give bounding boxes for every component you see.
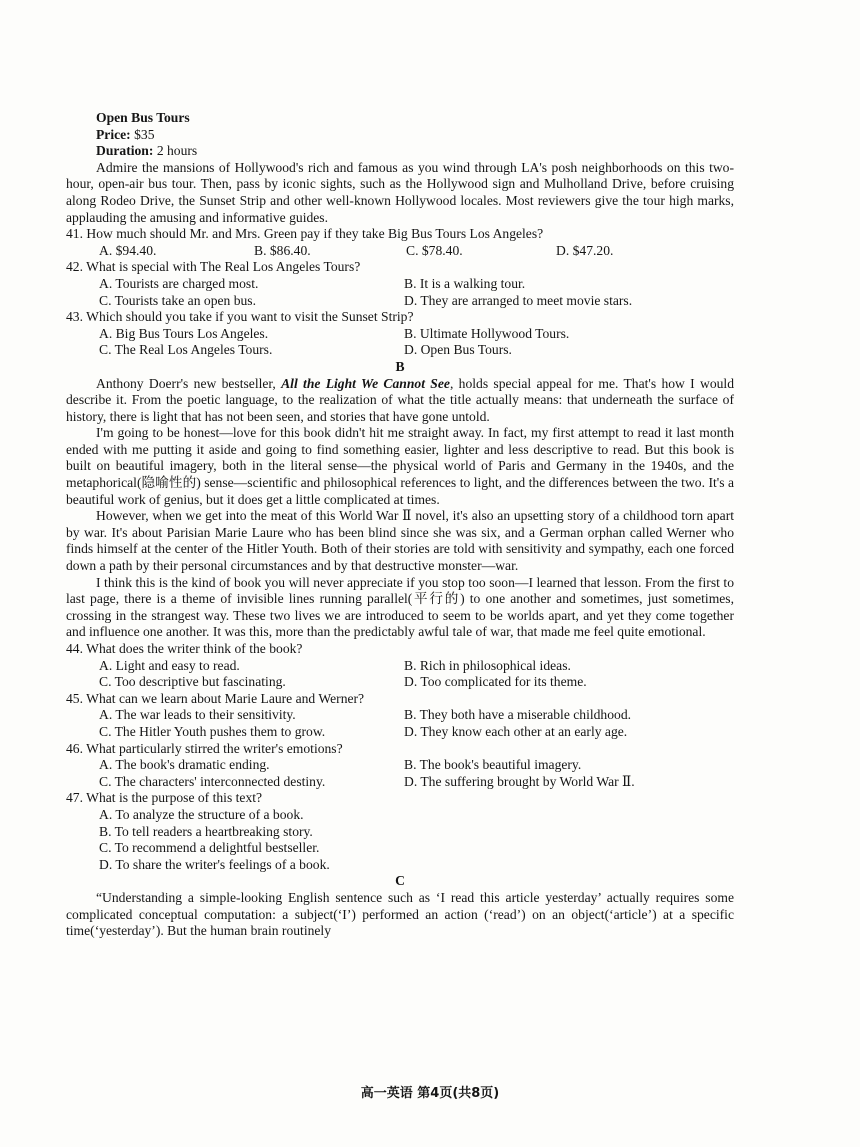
option-a: A. Light and easy to read. — [99, 657, 240, 673]
question-stem: 44. What does the writer think of the book? — [66, 641, 303, 656]
option-c: C. The characters' interconnected destiny. — [99, 773, 326, 789]
option-d: D. They know each other at an early age. — [404, 723, 628, 739]
option-d: D. Open Bus Tours. — [404, 342, 512, 358]
option-c: C. The Real Los Angeles Tours. — [99, 342, 273, 358]
duration-label: Duration: — [96, 143, 154, 159]
passage-b-paragraph-2: I'm going to be honest—love for this book didn't hit me straight away. In fact, my first attempt to read it last month ended with me putting it aside and going to find something easier, lighter and less descriptive to read. But this book is built on beautiful imagery, both in the literal sense—the physical world of Paris and Germany in the 1940s, and the metaphorical(隐喻性的) sense—scientific and philosophical references to light, and the differences between the two. It's a beautiful work of genius, but it does get a little complicated at times. — [66, 425, 734, 507]
option-c: C. The Hitler Youth pushes them to grow. — [99, 723, 326, 739]
option-c: C. $78.40. — [406, 242, 463, 258]
p1-post: , holds special appeal for me. That's how I would describe it. From the poetic language, to the realization of what the title actually means: that underneath the surface of history, there is light that has not been seen, and stories that have gone untold. — [66, 375, 735, 424]
option-a: A. $94.40. — [99, 242, 157, 258]
question-45 — [66, 691, 734, 741]
question-47 — [66, 790, 734, 873]
option-d: D. They are arranged to meet movie stars. — [404, 292, 633, 308]
question-stem: 43. Which should you take if you want to visit the Sunset Strip? — [66, 309, 414, 325]
passage-c-paragraph-1: “Understanding a simple-looking English sentence such as ‘I read this article yesterday’ actually requires some complicated conceptual computation: a subject(‘I’) performed an action (‘read’) on an object(‘article’) at a specific time(‘yesterday’). But the human brain routinely — [66, 889, 734, 939]
section-b-heading: B — [395, 358, 405, 374]
option-b: B. It is a walking tour. — [404, 275, 526, 291]
option-d: D. To share the writer's feelings of a book. — [99, 856, 330, 872]
question-44 — [66, 641, 734, 691]
option-b: B. To tell readers a heartbreaking story. — [99, 823, 313, 839]
question-stem: 46. What particularly stirred the writer's emotions? — [66, 740, 343, 756]
passage-b-paragraph-3: However, when we get into the meat of this World War Ⅱ novel, it's also an upsetting story of a childhood torn apart by war. It's about Parisian Marie Laure who has been blind since she was six, and a German orphan called Werner who finds himself at the center of the Hitler Youth. Both of their stories are told with sensitivity and sympathy, each one forced down a path by their personal circumstances and by that destructive monster—war. — [66, 508, 734, 574]
page-footer: 高一英语 第4页(共8页) — [360, 1086, 500, 1101]
question-43 — [66, 309, 734, 359]
passage-b-paragraph-1 — [66, 376, 734, 426]
p1-pre: Anthony Doerr's new bestseller, — [96, 375, 282, 391]
exam-page — [66, 110, 734, 940]
option-a: A. Tourists are charged most. — [99, 275, 259, 291]
tour-description: Admire the mansions of Hollywood's rich and famous as you wind through LA's posh neighborhoods on this two-hour, open-air bus tour. Then, pass by iconic sights, such as the Hollywood sign and Mulholland Drive, before cruising along Rodeo Drive, the Sunset Strip and other well-known Hollywood locales. Most reviewers give the tour high marks, applauding the amusing and informative guides. — [66, 159, 734, 225]
book-title: All the Light We Cannot See — [281, 375, 450, 391]
option-a: A. Big Bus Tours Los Angeles. — [99, 325, 269, 341]
question-42 — [66, 259, 734, 309]
question-stem: 41. How much should Mr. and Mrs. Green pay if they take Big Bus Tours Los Angeles? — [66, 226, 544, 242]
option-a: A. The book's dramatic ending. — [99, 757, 270, 773]
duration-value: 2 hours — [156, 143, 198, 159]
option-a: A. To analyze the structure of a book. — [99, 806, 304, 822]
price-value: $35 — [134, 126, 155, 142]
option-b: B. The book's beautiful imagery. — [404, 757, 582, 773]
option-c: C. Tourists take an open bus. — [99, 292, 256, 308]
passage-b-paragraph-4: I think this is the kind of book you will never appreciate if you stop too soon—I learned that lesson. From the first to last page, there is a theme of invisible lines running parallel(平行的) to one another and sometimes, just sometimes, crossing in the strangest way. These two lives we are introduced to seem to be worlds apart, and yet they come together and influence one another. It was this, more than the predictably awful tale of war, that made me feel quite emotional. — [66, 574, 734, 640]
option-b: B. Rich in philosophical ideas. — [404, 657, 571, 673]
section-c-heading: C — [395, 873, 405, 889]
question-stem: 42. What is special with The Real Los Angeles Tours? — [66, 259, 361, 275]
option-d: D. $47.20. — [556, 242, 614, 258]
option-d: D. Too complicated for its theme. — [404, 674, 587, 690]
price-label: Price: — [96, 126, 131, 142]
option-a: A. The war leads to their sensitivity. — [99, 707, 296, 723]
question-41 — [66, 226, 734, 259]
option-b: B. $86.40. — [254, 242, 311, 258]
question-stem: 45. What can we learn about Marie Laure and Werner? — [66, 690, 365, 706]
question-stem: 47. What is the purpose of this text? — [66, 790, 263, 806]
tour-duration — [66, 143, 734, 160]
option-d: D. The suffering brought by World War Ⅱ. — [404, 773, 635, 789]
option-c: C. Too descriptive but fascinating. — [99, 674, 286, 690]
option-c: C. To recommend a delightful bestseller. — [99, 840, 320, 856]
option-b: B. They both have a miserable childhood. — [404, 707, 632, 723]
option-b: B. Ultimate Hollywood Tours. — [404, 325, 570, 341]
tour-price — [66, 127, 734, 144]
question-46 — [66, 741, 734, 791]
tour-name: Open Bus Tours — [96, 110, 190, 125]
